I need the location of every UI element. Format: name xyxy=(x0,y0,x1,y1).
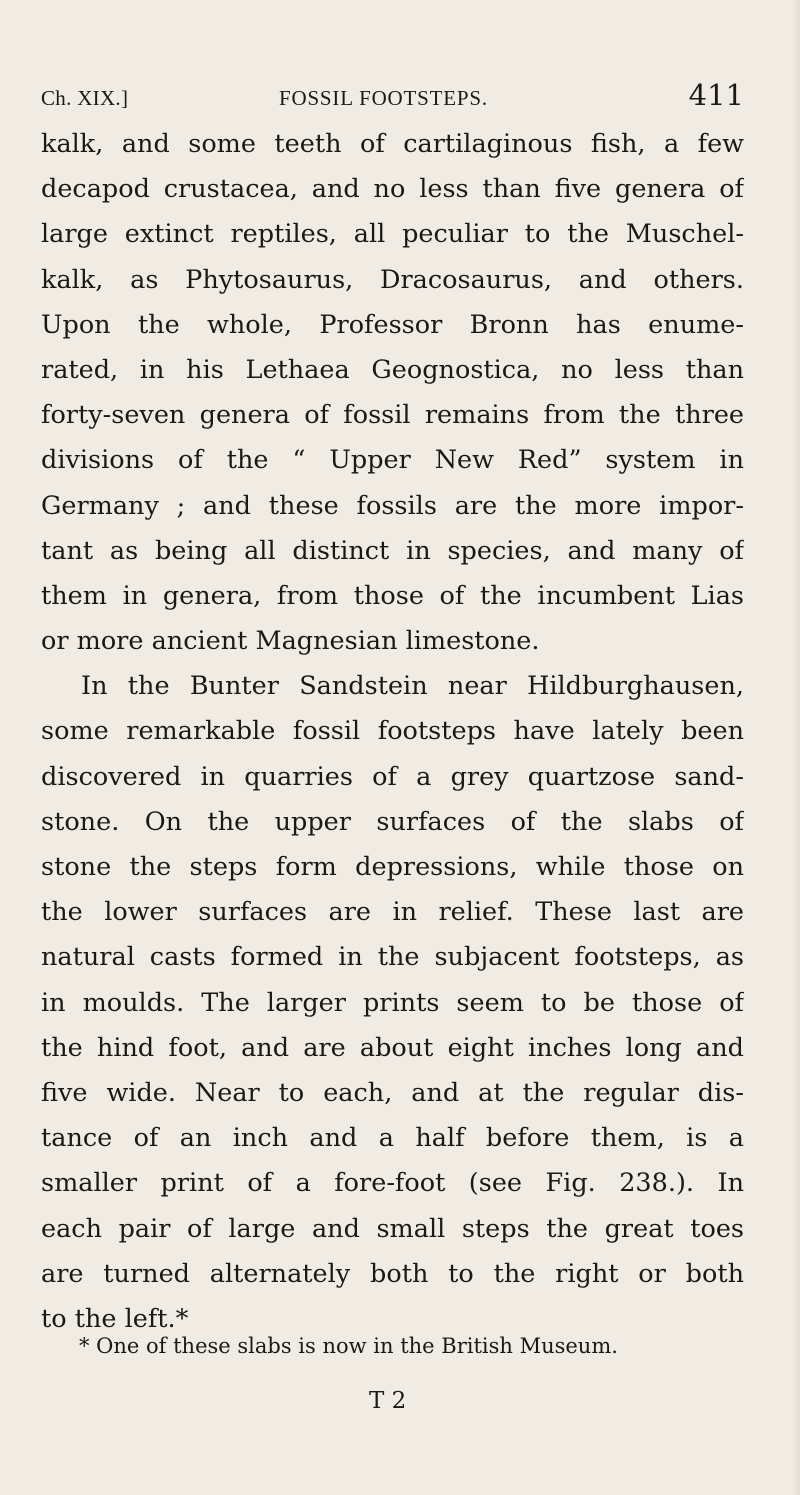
text-line: In the Bunter Sandstein near Hildburghausen, xyxy=(81,671,744,702)
page-edge-shadow xyxy=(792,0,800,1495)
text-line: stone. On the upper surfaces of the slabs of xyxy=(41,806,744,837)
text-line: them in genera, from those of the incumbent Lias xyxy=(41,580,744,611)
text-line: smaller print of a fore-foot (see Fig. 238.). In xyxy=(41,1168,744,1199)
text-line: forty-seven genera of fossil remains from the three xyxy=(41,400,744,431)
text-line: tant as being all distinct in species, and many of xyxy=(41,535,744,566)
body-text xyxy=(41,122,744,1342)
text-line: large extinct reptiles, all peculiar to the Muschel- xyxy=(41,219,744,250)
text-line: decapod crustacea, and no less than five genera of xyxy=(41,174,744,205)
text-line: rated, in his Lethaea Geognostica, no less than xyxy=(41,354,744,385)
running-title: FOSSIL FOOTSTEPS. xyxy=(279,86,488,110)
text-line: each pair of large and small steps the great toes xyxy=(41,1213,744,1244)
text-line: discovered in quarries of a grey quartzose sand- xyxy=(41,761,744,792)
text-line: some remarkable fossil footsteps have lately been xyxy=(41,716,744,747)
text-line: kalk, as Phytosaurus, Dracosaurus, and others. xyxy=(41,264,744,295)
text-line: the lower surfaces are in relief. These last are xyxy=(41,897,744,928)
text-line: the hind foot, and are about eight inches long and xyxy=(41,1032,744,1063)
text-line: to the left.* xyxy=(41,1303,189,1334)
text-line: in moulds. The larger prints seem to be those of xyxy=(41,987,744,1018)
text-line: stone the steps form depressions, while those on xyxy=(41,852,744,882)
text-line: Germany ; and these fossils are the more impor- xyxy=(41,490,744,521)
page-header xyxy=(41,78,744,118)
chapter-label: Ch. XIX.] xyxy=(41,86,129,110)
text-line: natural casts formed in the subjacent footsteps, as xyxy=(41,942,744,973)
signature-mark: T 2 xyxy=(369,1388,407,1414)
text-line: Upon the whole, Professor Bronn has enume- xyxy=(41,309,744,340)
text-line: or more ancient Magnesian limestone. xyxy=(41,626,540,657)
text-line: are turned alternately both to the right or both xyxy=(41,1258,744,1289)
text-line: five wide. Near to each, and at the regular dis- xyxy=(41,1077,744,1108)
text-line: tance of an inch and a half before them, is a xyxy=(41,1123,744,1154)
text-line: kalk, and some teeth of cartilaginous fish, a few xyxy=(41,129,744,159)
text-line: divisions of the “ Upper New Red” system in xyxy=(41,445,744,476)
footnote: * One of these slabs is now in the British Museum. xyxy=(79,1334,618,1358)
page-number: 411 xyxy=(688,78,744,112)
